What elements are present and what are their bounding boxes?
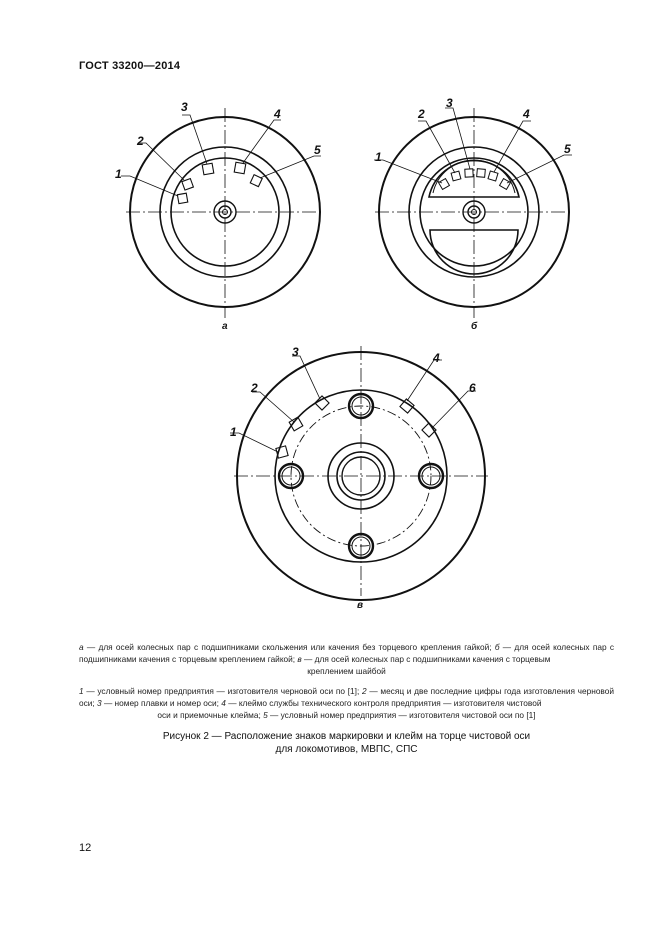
panel-a-marker-2: 2 (137, 134, 144, 148)
caption-line-2: для локомотивов, МВПС, СПС (275, 744, 418, 755)
variant-a-label: а (79, 642, 84, 652)
legend-num-1: 1 (79, 686, 84, 696)
panel-b-marker-5: 5 (564, 142, 571, 156)
panel-b-letter: б (471, 321, 478, 332)
legend-text-4-cont: оси и приемочные клейма; (157, 710, 264, 720)
panel-a-marker-3: 3 (181, 100, 188, 114)
panel-v-marker-6: 6 (469, 381, 476, 395)
variant-v-text-cont: креплением шайбой (307, 666, 386, 676)
panel-v-marker-2: 2 (251, 381, 258, 395)
panel-b-marker-4: 4 (523, 107, 530, 121)
panel-b-drawing (374, 108, 573, 318)
figure-legend-note (79, 685, 614, 721)
legend-text-2: — месяц и две последние цифры года изготовления черновой оси; (79, 686, 614, 708)
variant-v-text: — для осей колесных пар с подшипниками качения с торцевым (301, 654, 551, 664)
legend-num-3: 3 (97, 698, 102, 708)
caption-line-1: Рисунок 2 — Расположение знаков маркировки и клейм на торце чистовой оси (162, 731, 531, 742)
page-number: 12 (79, 842, 92, 854)
legend-text-4: — клеймо службы технического контроля предприятия — изготовителя чистовой (225, 698, 542, 708)
legend-text-5: — условный номер предприятия — изготовителя чистовой оси по [1] (267, 710, 536, 720)
panel-b-marker-2: 2 (418, 107, 425, 121)
panel-a-marker-1: 1 (115, 167, 122, 181)
panel-a-letter: а (222, 321, 228, 332)
panel-a-marker-4: 4 (274, 107, 281, 121)
figure-caption (79, 730, 614, 756)
legend-num-5: 5 (263, 710, 268, 720)
panel-b-marker-3: 3 (446, 96, 453, 110)
legend-text-1: — условный номер предприятия — изготовителя черновой оси по [1]; (83, 686, 362, 696)
variant-b-label: б (494, 642, 500, 652)
panel-v-drawing (230, 346, 488, 600)
variant-b-text: — для осей колесных пар с подшипниками качения с торцевым креплением гайкой; (79, 642, 615, 664)
panel-a-marker-5: 5 (314, 143, 321, 157)
legend-text-3: — номер плавки и номер оси; (101, 698, 222, 708)
variant-a-text: — для осей колесных пар с подшипниками скольжения или качения без торцевого крепления гайкой; (83, 642, 495, 652)
standard-header: ГОСТ 33200—2014 (79, 60, 181, 72)
panel-v-marker-3: 3 (292, 345, 299, 359)
legend-num-4: 4 (221, 698, 226, 708)
panel-v-marker-4: 4 (433, 351, 440, 365)
legend-num-2: 2 (362, 686, 367, 696)
figure-variants-note (79, 641, 614, 677)
panel-v-letter: в (357, 600, 364, 611)
variant-v-label: в (297, 654, 302, 664)
panel-a-drawing (121, 108, 324, 318)
panel-b-marker-1: 1 (375, 150, 382, 164)
panel-v-marker-1: 1 (230, 425, 237, 439)
